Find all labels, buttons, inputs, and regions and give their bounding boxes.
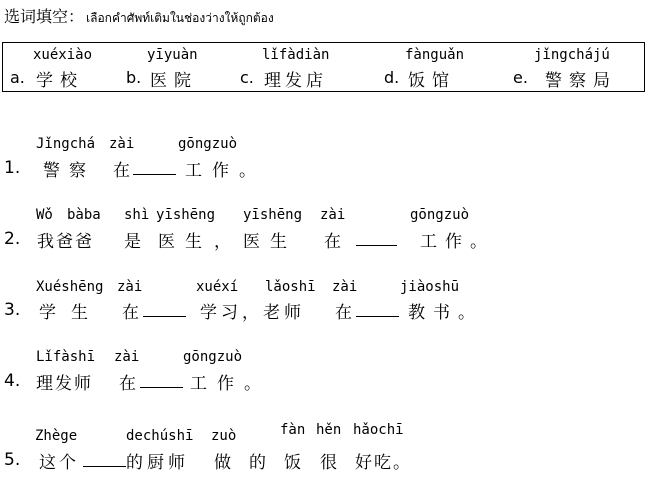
q5-pinyin-4: fàn [280, 422, 306, 438]
q1-pinyin-1: Jǐngchá [36, 136, 96, 152]
q3-number: 3. [4, 300, 21, 320]
option-b-letter: b. [126, 68, 142, 87]
option-c-word: 理发店 [264, 71, 327, 91]
q5-pinyin-5: hěn [316, 422, 342, 438]
q2-text-5: 医生 [243, 232, 297, 252]
q4-number: 4. [4, 371, 21, 391]
option-a-pinyin: xuéxiào [33, 47, 93, 63]
q3-text-5: 教书。 [408, 303, 483, 323]
q2-text-3: 医生 [158, 232, 212, 252]
q1-answer-blank[interactable] [133, 158, 176, 175]
option-b-pinyin: yīyuàn [147, 47, 198, 63]
q5-text-7: 好吃。 [355, 453, 412, 473]
q5-text-3: 做 [214, 453, 231, 473]
page-title [4, 4, 274, 28]
q5-text-4: 的 [249, 453, 266, 473]
q2-text-2: 是 [124, 232, 141, 252]
q4-text-1: 理发师 [36, 374, 93, 394]
q3-answer-blank-1[interactable] [143, 300, 186, 317]
option-d-letter: d. [384, 68, 400, 87]
q2-pinyin-2: bàba [67, 207, 101, 223]
q1-number: 1. [4, 158, 21, 178]
option-e-pinyin: jǐngchájú [534, 47, 610, 63]
q4-text-2: 在 [119, 374, 136, 394]
q3-pinyin-5: zài [332, 279, 358, 295]
q2-answer-blank[interactable] [356, 229, 397, 246]
q4-text-3: 工作。 [190, 374, 271, 394]
q3-pinyin-1: Xuéshēng [36, 279, 104, 295]
q3-text-2: 在 [122, 303, 139, 323]
option-b-word: 医院 [150, 71, 198, 91]
q4-answer-blank[interactable] [140, 371, 183, 388]
q5-number: 5. [4, 450, 21, 470]
q2-pinyin-7: gōngzuò [410, 207, 470, 223]
q3-pinyin-3: xuéxí [196, 279, 239, 295]
q3-pinyin-2: zài [117, 279, 143, 295]
option-d-pinyin: fànguǎn [405, 47, 465, 63]
q3-text-4: 在 [335, 303, 352, 323]
title-chinese: 选词填空： [4, 7, 85, 26]
q1-pinyin-3: gōngzuò [178, 136, 238, 152]
q2-pinyin-4: yīshēng [156, 207, 216, 223]
q5-pinyin-2: dechúshī [126, 428, 194, 444]
q2-text-6: 在 [324, 232, 341, 252]
q2-text-1: 我爸爸 [37, 232, 94, 252]
q3-answer-blank-2[interactable] [356, 300, 399, 317]
title-thai: เลือกคำศัพท์เติมในช่องว่างให้ถูกต้อง [86, 11, 274, 25]
q5-text-2: 的厨师 [126, 453, 189, 473]
q3-pinyin-6: jiàoshū [400, 279, 460, 295]
q3-text-1: 学生 [39, 303, 103, 323]
option-c-letter: c. [240, 68, 254, 87]
option-d-word: 饭馆 [408, 71, 456, 91]
option-e-word: 警察局 [545, 71, 617, 91]
q2-pinyin-6: zài [320, 207, 346, 223]
q5-pinyin-6: hǎochī [353, 422, 404, 438]
q5-answer-blank[interactable] [83, 450, 126, 467]
q4-pinyin-2: zài [114, 349, 140, 365]
q4-pinyin-3: gōngzuò [183, 349, 243, 365]
q4-pinyin-1: Lǐfàshī [36, 349, 96, 365]
q1-text-2: 在 [113, 161, 130, 181]
q5-pinyin-1: Zhège [35, 428, 78, 444]
q2-pinyin-3: shì [124, 207, 150, 223]
q1-text-1: 警察 [43, 161, 95, 181]
q3-text-3: 学习，老师 [200, 303, 305, 323]
option-a-word: 学校 [36, 71, 84, 91]
option-c-pinyin: lǐfàdiàn [262, 47, 330, 63]
q2-number: 2. [4, 229, 21, 249]
option-e-letter: e. [513, 68, 528, 87]
q1-pinyin-2: zài [109, 136, 135, 152]
q5-pinyin-3: zuò [211, 428, 237, 444]
q3-pinyin-4: lǎoshī [265, 279, 316, 295]
q5-text-6: 很 [320, 453, 337, 473]
q1-text-3: 工作。 [185, 161, 266, 181]
q2-pinyin-1: Wǒ [36, 207, 53, 223]
q5-text-5: 饭 [284, 453, 301, 473]
q2-text-7: 工作。 [420, 232, 495, 252]
option-a-letter: a. [10, 68, 25, 87]
q2-text-4: ， [214, 232, 231, 252]
q2-pinyin-5: yīshēng [243, 207, 303, 223]
q5-text-1: 这个 [39, 453, 79, 473]
